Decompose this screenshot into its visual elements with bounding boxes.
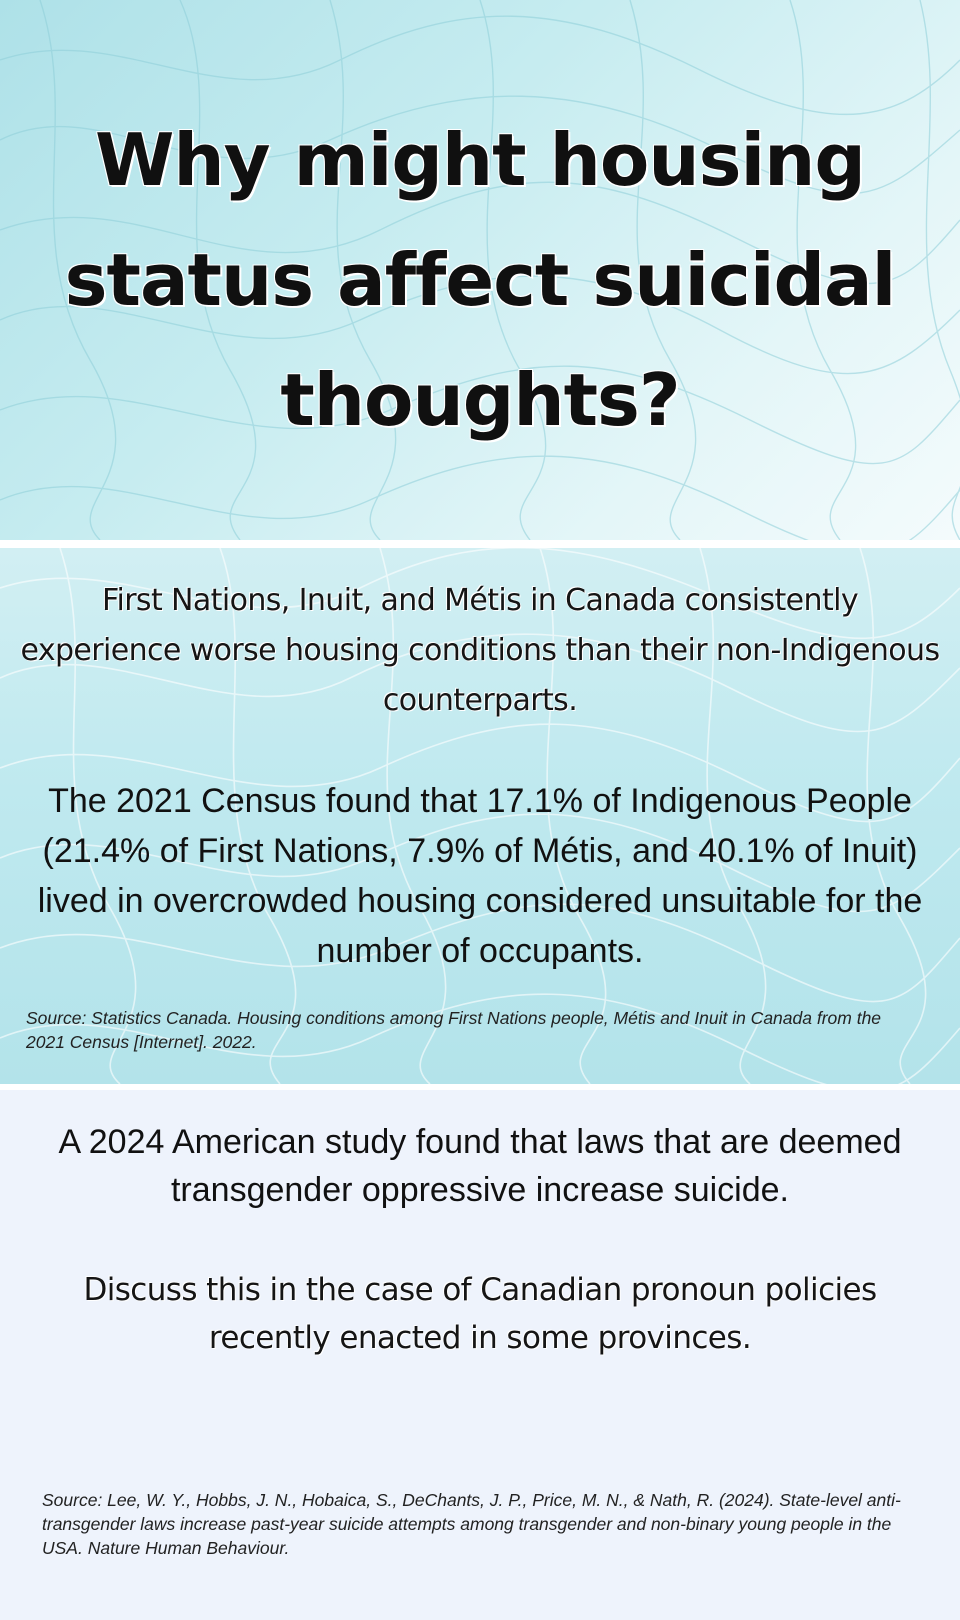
title-panel — [0, 0, 960, 540]
discussion-prompt: Discuss this in the case of Canadian pronoun policies recently enacted in some provinces. — [83, 1272, 877, 1356]
study-statement: A 2024 American study found that laws that are deemed transgender oppressive increase suicide. — [58, 1123, 902, 1209]
housing-lead-statement: First Nations, Inuit, and Métis in Canada consistently experience worse housing conditions than their non-Indigenous counterparts. — [20, 583, 940, 718]
census-source-citation: Source: Statistics Canada. Housing conditions among First Nations people, Métis and Inuit in Canada from the 2021 Census [Internet]. 2022. — [26, 1008, 882, 1052]
study-source-citation: Source: Lee, W. Y., Hobbs, J. N., Hobaica, S., DeChants, J. P., Price, M. N., & Nath, R. (2024). State-level anti-transgender laws increase past-year suicide attempts among transgender and non-binary young people in the USA. Nature Human Behaviour. — [42, 1490, 901, 1558]
page-title: Why might housing status affect suicidal thoughts? — [64, 118, 896, 442]
census-statistic: The 2021 Census found that 17.1% of Indigenous People (21.4% of First Nations, 7.9% of Métis, and 40.1% of Inuit) lived in overcrowded housing considered unsuitable for the number of occupants. — [37, 782, 923, 970]
